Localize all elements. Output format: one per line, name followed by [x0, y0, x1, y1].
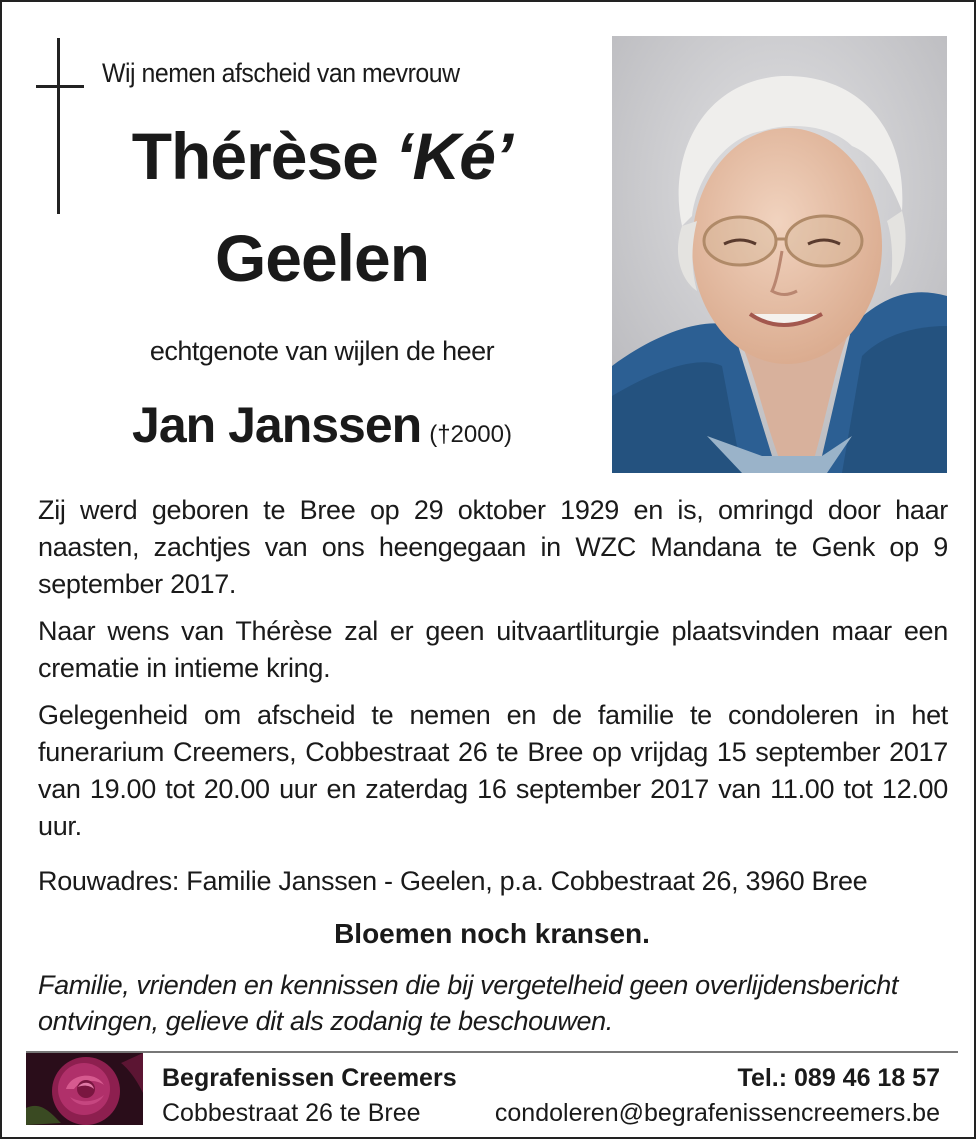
spouse-death-year: (†2000) — [429, 421, 512, 448]
deceased-last-name: Geelen — [214, 221, 430, 295]
visitation-paragraph: Gelegenheid om afscheid te nemen en de familie te condoleren in het funerarium Creemers, Cobbestraat 26 te Bree op vrijdag 15 september 2017 van 19.00 tot 20.00 uur en zaterdag 16 september 2017 van 11.00 tot 12.00 uur. — [38, 700, 948, 841]
portrait-photo — [612, 36, 947, 473]
obituary-body — [38, 492, 948, 855]
first-name: Thérèse — [131, 119, 378, 193]
flowers-note: Bloemen noch kransen. — [334, 918, 650, 949]
cross-icon-bar — [36, 85, 84, 88]
deceased-first-name — [2, 118, 642, 194]
spouse-line — [2, 396, 642, 454]
spouse-intro-text: echtgenote van wijlen de heer — [149, 336, 495, 366]
spouse-name: Jan Janssen — [132, 397, 422, 453]
funeral-home-phone[interactable]: Tel.: 089 46 18 57 — [737, 1064, 940, 1092]
footer-divider — [26, 1051, 958, 1053]
funeral-home-email[interactable]: condoleren@begrafenissencreemers.be — [494, 1099, 940, 1127]
nickname: ‘Ké’ — [395, 119, 513, 193]
funeral-home-name: Begrafenissen Creemers — [162, 1064, 457, 1092]
birth-death-paragraph: Zij werd geboren te Bree op 29 oktober 1929 en is, omringd door haar naasten, zachtjes van ons heengegaan in WZC Mandana te Genk op 9 september 2017. — [38, 495, 948, 599]
intro-text: Wij nemen afscheid van mevrouw — [102, 58, 460, 88]
cremation-paragraph: Naar wens van Thérèse zal er geen uitvaartliturgie plaatsvinden maar een crematie in intieme kring. — [38, 616, 948, 683]
closing-note: Familie, vrienden en kennissen die bij vergetelheid geen overlijdensbericht ontvingen, gelieve dit als zodanig te beschouwen. — [38, 970, 899, 1036]
rose-icon — [26, 1053, 143, 1125]
funeral-home-address: Cobbestraat 26 te Bree — [162, 1099, 421, 1127]
mourning-address: Rouwadres: Familie Janssen - Geelen, p.a. Cobbestraat 26, 3960 Bree — [38, 866, 868, 896]
